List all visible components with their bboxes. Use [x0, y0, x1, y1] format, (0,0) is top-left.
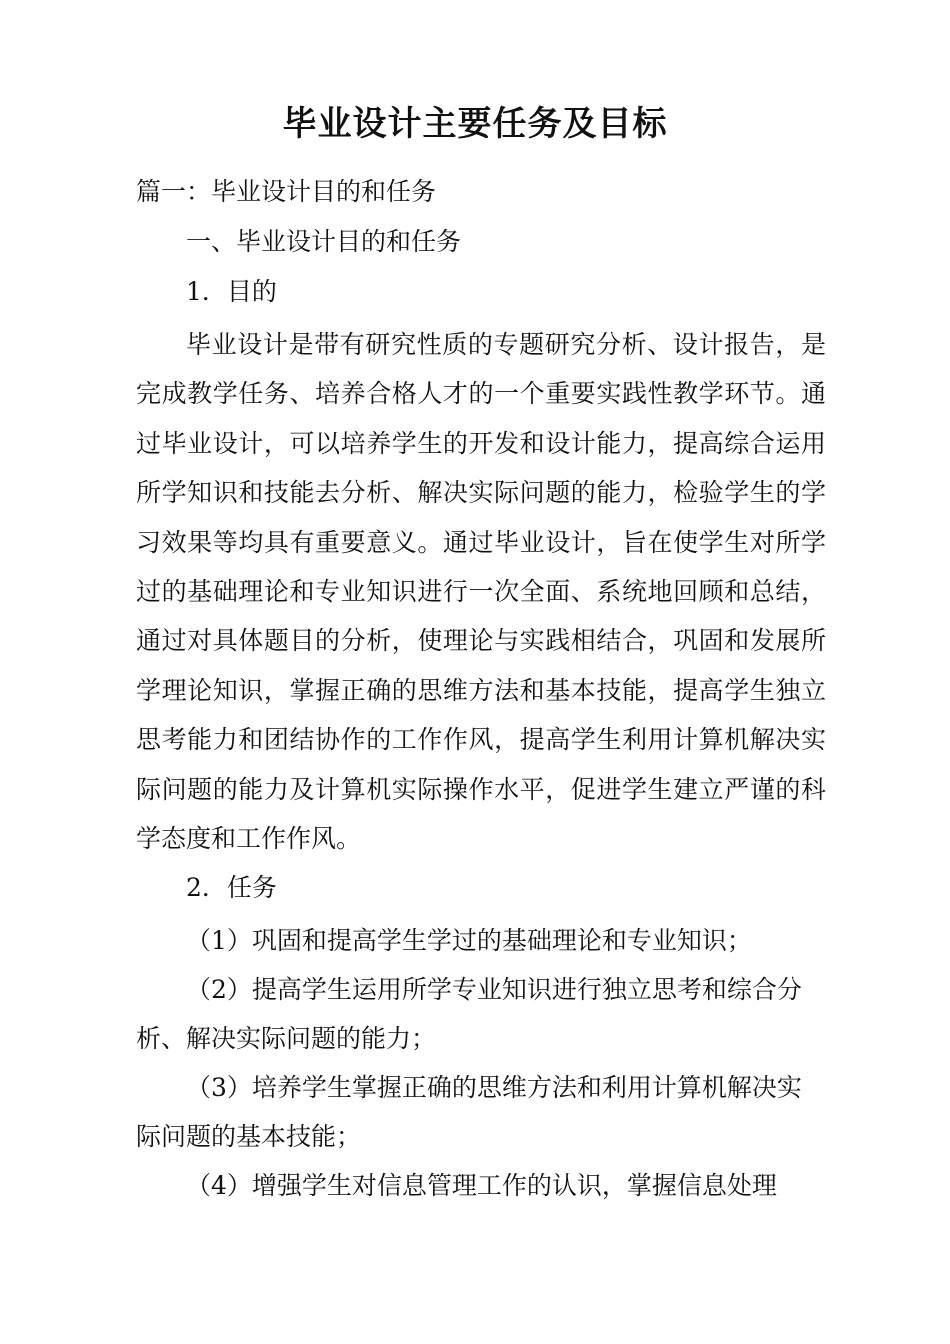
task-item: （2）提高学生运用所学专业知识进行独立思考和综合分析、解决实际问题的能力；: [136, 975, 802, 1053]
subsection-heading-purpose: 1．目的: [186, 277, 277, 306]
task-item: （4）增强学生对信息管理工作的认识，掌握信息处理: [186, 1171, 777, 1200]
task-item: （3）培养学生掌握正确的思维方法和利用计算机解决实际问题的基本技能；: [136, 1073, 802, 1151]
purpose-paragraph: 毕业设计是带有研究性质的专题研究分析、设计报告，是完成教学任务、培养合格人才的一个重要实践性教学环节。通过毕业设计，可以培养学生的开发和设计能力，提高综合运用所学知识和技能去分析、解决实际问题的能力，检验学生的学习效果等均具有重要意义。通过毕业设计，旨在使学生对所学过的基础理论和专业知识进行一次全面、系统地回顾和总结，通过对具体题目的分析，使理论与实践相结合，巩固和发展所学理论知识，掌握正确的思维方法和基本技能，提高学生独立思考能力和团结协作的工作作风，提高学生利用计算机解决实际问题的能力及计算机实际操作水平，促进学生建立严谨的科学态度和工作作风。: [136, 330, 826, 854]
task-item: （1）巩固和提高学生学过的基础理论和专业知识；: [186, 926, 752, 955]
document-title: 毕业设计主要任务及目标: [282, 104, 668, 144]
chapter-heading: 篇一：毕业设计目的和任务: [136, 177, 437, 206]
section-heading: 一、毕业设计目的和任务: [186, 227, 462, 256]
subsection-heading-tasks: 2．任务: [186, 873, 277, 902]
